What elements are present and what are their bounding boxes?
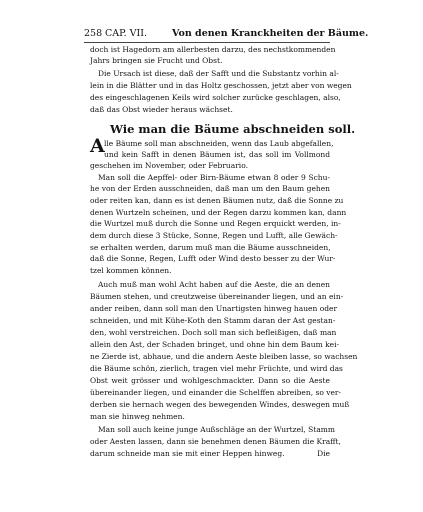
text-line: tzel kommen können. [90, 266, 172, 275]
text-line: derben sie hernach wegen des bewegenden Windes, deswegen muß [90, 400, 350, 409]
text-line: lein in die Blätter und in das Holtz geschossen, jetzt aber von wegen [90, 81, 352, 90]
text-line: ne Zierde ist, abhaue, und die andern Aeste bleiben lasse, so wachsen [90, 352, 358, 361]
text-line: des eingeschlagenen Keils wird solcher zurücke geschlagen, also, [90, 93, 341, 102]
text-line: oder reiten kan, dann es ist denen Bäumen nutz, daß die Sonne zu [90, 196, 344, 205]
text-line: Obst weit grösser und wohlgeschmackter. Dann so die Aeste [90, 376, 330, 385]
text-line: Die Ursach ist diese, daß der Safft und die Substantz vorhin al- [98, 69, 339, 78]
text-line: geschehen im November, oder Februario. [90, 161, 248, 170]
text-line: he von der Erden ausschneiden, daß man um den Baum gehen [90, 184, 330, 193]
text-line: oder Aesten lassen, dann sie benehmen denen Bäumen die Krafft, [90, 437, 341, 446]
text-line: denen Wurtzeln scheinen, und der Regen darzu kommen kan, dann [90, 208, 347, 217]
text-line: allein den Ast, der Schaden bringet, und ohne hin dem Baum kei- [90, 340, 340, 349]
text-line: den, wohl verstreichen. Doch soll man sich befleißigen, daß man [90, 328, 337, 337]
text-line: die Bäume schön, zierlich, tragen viel mehr Früchte, und wird das [90, 364, 343, 373]
section-heading: Wie man die Bäume abschneiden soll. [110, 122, 356, 136]
text-line: die Wurtzel muß durch die Sonne und Regen erquickt werden, in- [90, 219, 341, 228]
text-line: darum schneide man sie mit einer Heppen hinweg. [90, 449, 285, 458]
text-line: Man soll die Aepffel- oder Birn-Bäume etwan 8 oder 9 Schu- [98, 173, 330, 182]
text-line: ander reiben, dann soll man den Unartigsten hinweg hauen oder [90, 304, 338, 313]
initial-letter: A [90, 135, 105, 157]
text-line: dem durch diese 3 Stücke, Sonne, Regen und Lufft, alle Gewäch- [90, 231, 338, 240]
text-line: man sie hinweg nehmen. [90, 412, 185, 421]
page-number: 258 [84, 28, 103, 39]
text-line: schneiden, und mit Kühe-Koth den Stamm daran der Ast gestan- [90, 316, 336, 325]
text-line: se erhalten werden, darum muß man die Bäume ausschneiden, [90, 243, 331, 252]
text-line: Bäumen stehen, und creutzweise übereinander liegen, und an ein- [90, 292, 344, 301]
chapter-label: CAP. VII. [105, 28, 148, 39]
text-line: doch ist Hagedorn am allerbesten darzu, des nechstkommenden [90, 45, 336, 54]
running-title: Von denen Kranckheiten der Bäume. [172, 28, 369, 39]
header-rule [84, 42, 330, 43]
text-line: übereinander liegen, und einander die Schelffen abreiben, so ver- [90, 388, 342, 397]
text-line: daß das Obst wieder heraus wächset. [90, 105, 233, 114]
catchword: Die [317, 449, 330, 458]
text-line: Jahrs bringen sie Frucht und Obst. [90, 56, 223, 65]
page-header [84, 27, 369, 41]
text-line: Man soll auch keine junge Außschläge an der Wurtzel, Stamm [98, 425, 336, 434]
text-line: lle Bäume soll man abschneiden, wenn das Laub abgefallen, [104, 139, 334, 148]
text-line: Auch muß man wohl Acht haben auf die Aeste, die an denen [98, 280, 330, 289]
text-line: und kein Safft in denen Bäumen ist, das soll im Vollmond [104, 150, 330, 159]
text-line: daß die Sonne, Regen, Lufft oder Wind desto besser zu der Wur- [90, 254, 336, 263]
